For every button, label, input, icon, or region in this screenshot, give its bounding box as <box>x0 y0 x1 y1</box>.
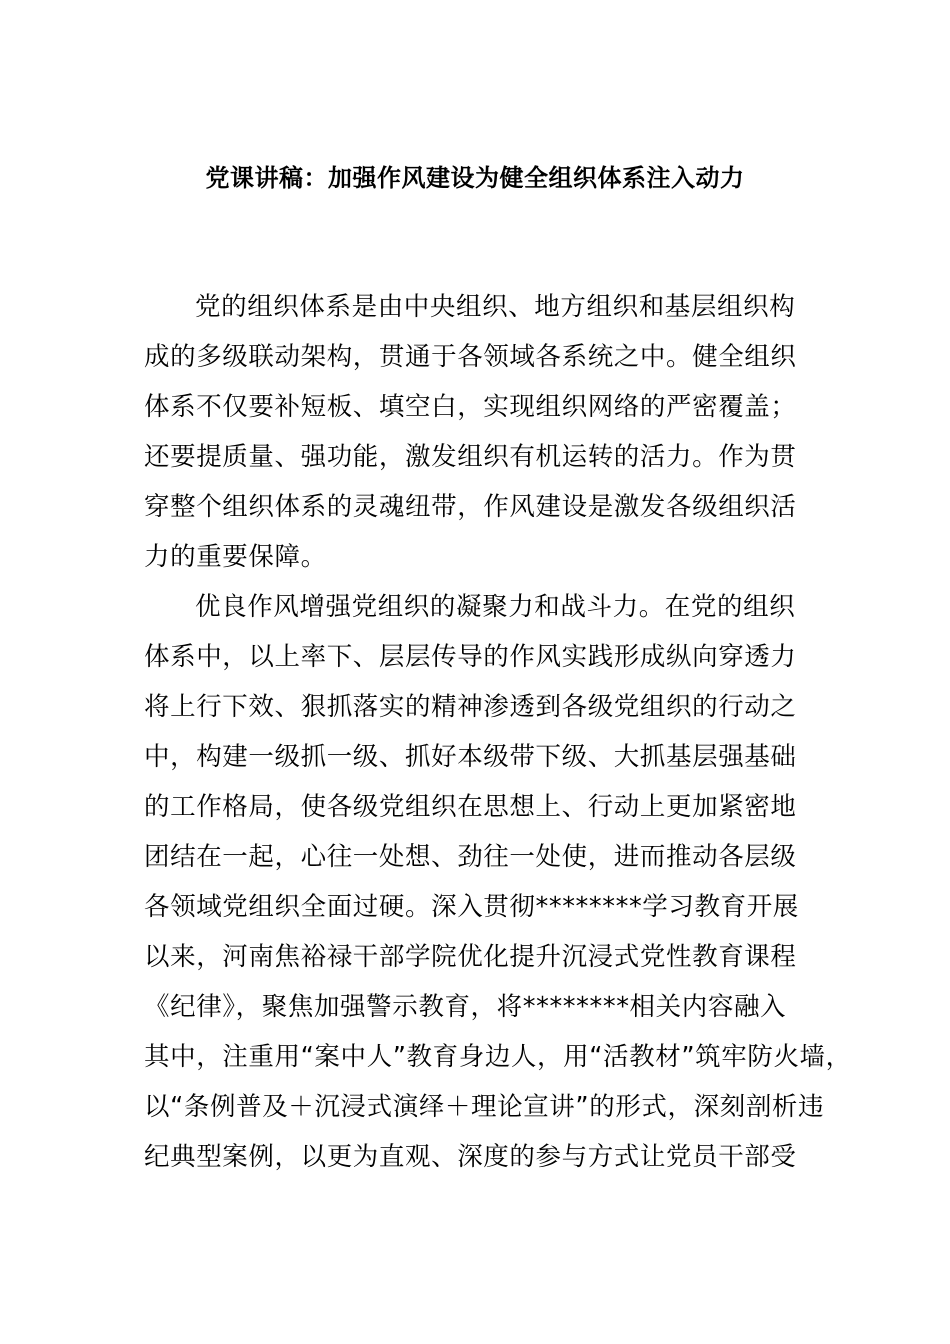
paragraph-2-line-5: 的工作格局，使各级党组织在思想上、行动上更加紧密地 <box>144 792 797 822</box>
paragraph-2-line-1: 优良作风增强党组织的凝聚力和战斗力。在党的组织 <box>195 592 796 622</box>
paragraph-2-line-12: 纪典型案例，以更为直观、深度的参与方式让党员干部受 <box>144 1142 797 1172</box>
paragraph-2-line-8: 以来，河南焦裕禄干部学院优化提升沉浸式党性教育课程 <box>144 942 797 972</box>
paragraph-1-line-4: 还要提质量、强功能，激发组织有机运转的活力。作为贯 <box>144 442 797 472</box>
paragraph-1-line-5: 穿整个组织体系的灵魂纽带，作风建设是激发各级组织活 <box>144 492 797 522</box>
paragraph-2-line-10: 其中，注重用“案中人”教育身边人，用“活教材”筑牢防火墙， <box>144 1042 852 1072</box>
paragraph-2-line-11: 以“条例普及＋沉浸式演绎＋理论宣讲”的形式，深刻剖析违 <box>144 1092 825 1122</box>
paragraph-1-line-2: 成的多级联动架构，贯通于各领域各系统之中。健全组织 <box>144 342 797 372</box>
paragraph-2-line-4: 中，构建一级抓一级、抓好本级带下级、大抓基层强基础 <box>144 742 797 772</box>
paragraph-1-line-1: 党的组织体系是由中央组织、地方组织和基层组织构 <box>195 292 796 322</box>
document-body <box>144 282 852 1182</box>
paragraph-2-line-9: 《纪律》，聚焦加强警示教育，将********相关内容融入 <box>144 992 787 1022</box>
paragraph-2-line-2: 体系中，以上率下、层层传导的作风实践形成纵向穿透力 <box>144 642 797 672</box>
paragraph-2-line-6: 团结在一起，心往一处想、劲往一处使，进而推动各层级 <box>144 842 797 872</box>
paragraph-1-line-6: 力的重要保障。 <box>144 542 327 572</box>
paragraph-2-line-7: 各领域党组织全面过硬。深入贯彻********学习教育开展 <box>144 892 799 922</box>
paragraph-2-line-3: 将上行下效、狠抓落实的精神渗透到各级党组织的行动之 <box>144 692 797 722</box>
document-title: 党课讲稿：加强作风建设为健全组织体系注入动力 <box>205 164 745 192</box>
paragraph-1-line-3: 体系不仅要补短板、填空白，实现组织网络的严密覆盖； <box>144 392 797 422</box>
